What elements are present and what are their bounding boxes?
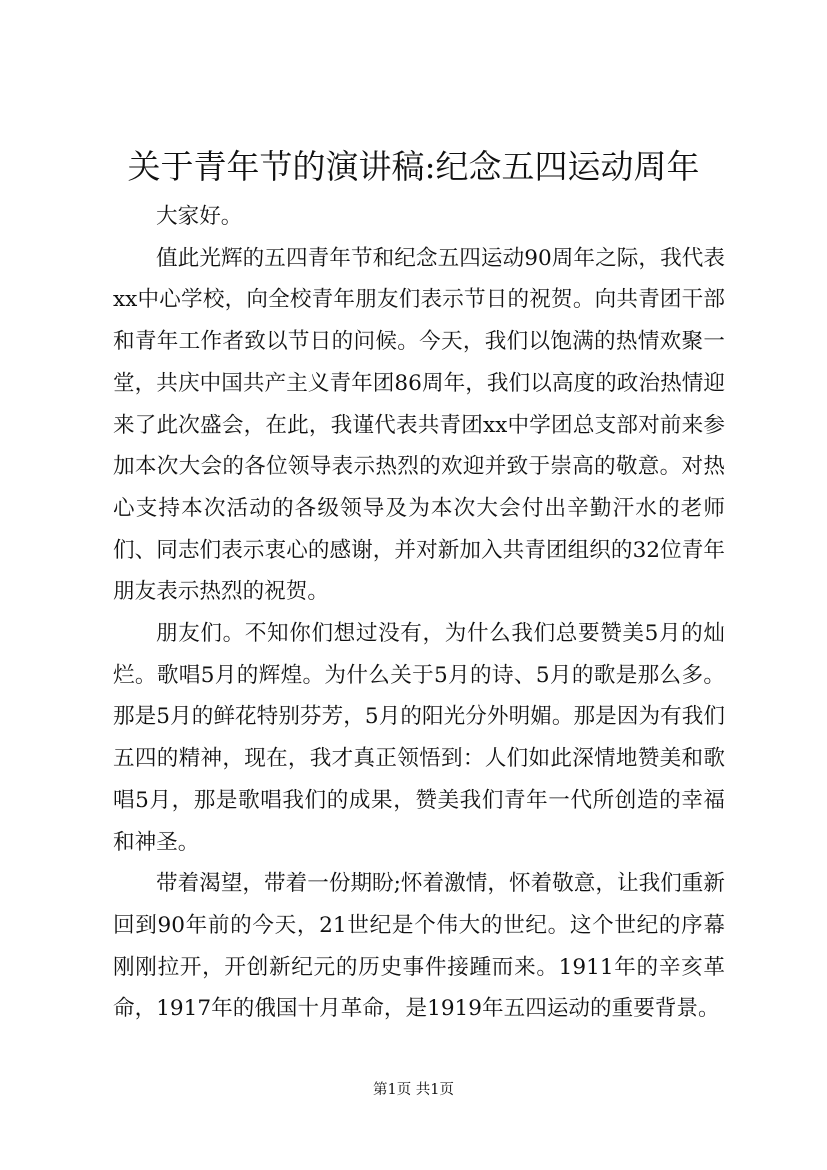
paragraph-greeting: 大家好。 [156,204,243,229]
paragraph-history: 带着渴望，带着一份期盼;怀着激情，怀着敬意，让我们重新回到90年前的今天，21世纪是个伟大的世纪。这个世纪的序幕刚刚拉开，开创新纪元的历史事件接踵而来。1911年的辛亥革命，1917年的俄国十月革命，是1919年五四运动的重要背景。 [113,871,725,1022]
document-body [113,196,725,1030]
paragraph-may: 朋友们。不知你们想过没有，为什么我们总要赞美5月的灿烂。歌唱5月的辉煌。为什么关于5月的诗、5月的歌是那么多。那是5月的鲜花特别芬芳，5月的阳光分外明媚。那是因为有我们五四的精神，现在，我才真正领悟到：人们如此深情地赞美和歌唱5月，那是歌唱我们的成果，赞美我们青年一代所创造的幸福和神圣。 [113,621,725,855]
page-number-footer: 第1页 共1页 [372,1082,455,1098]
document-title: 关于青年节的演讲稿:纪念五四运动周年 [127,147,700,186]
paragraph-opening: 值此光辉的五四青年节和纪念五四运动90周年之际，我代表xx中心学校，向全校青年朋友们表示节日的祝贺。向共青团干部和青年工作者致以节日的问候。今天，我们以饱满的热情欢聚一堂，共庆中国共产主义青年团86周年，我们以高度的政治热情迎来了此次盛会，在此，我谨代表共青团xx中学团总支部对前来参加本次大会的各位领导表示热烈的欢迎并致于崇高的敬意。对热心支持本次活动的各级领导及为本次大会付出辛勤汗水的老师们、同志们表示衷心的感谢，并对新加入共青团组织的32位青年朋友表示热烈的祝贺。 [113,245,725,605]
